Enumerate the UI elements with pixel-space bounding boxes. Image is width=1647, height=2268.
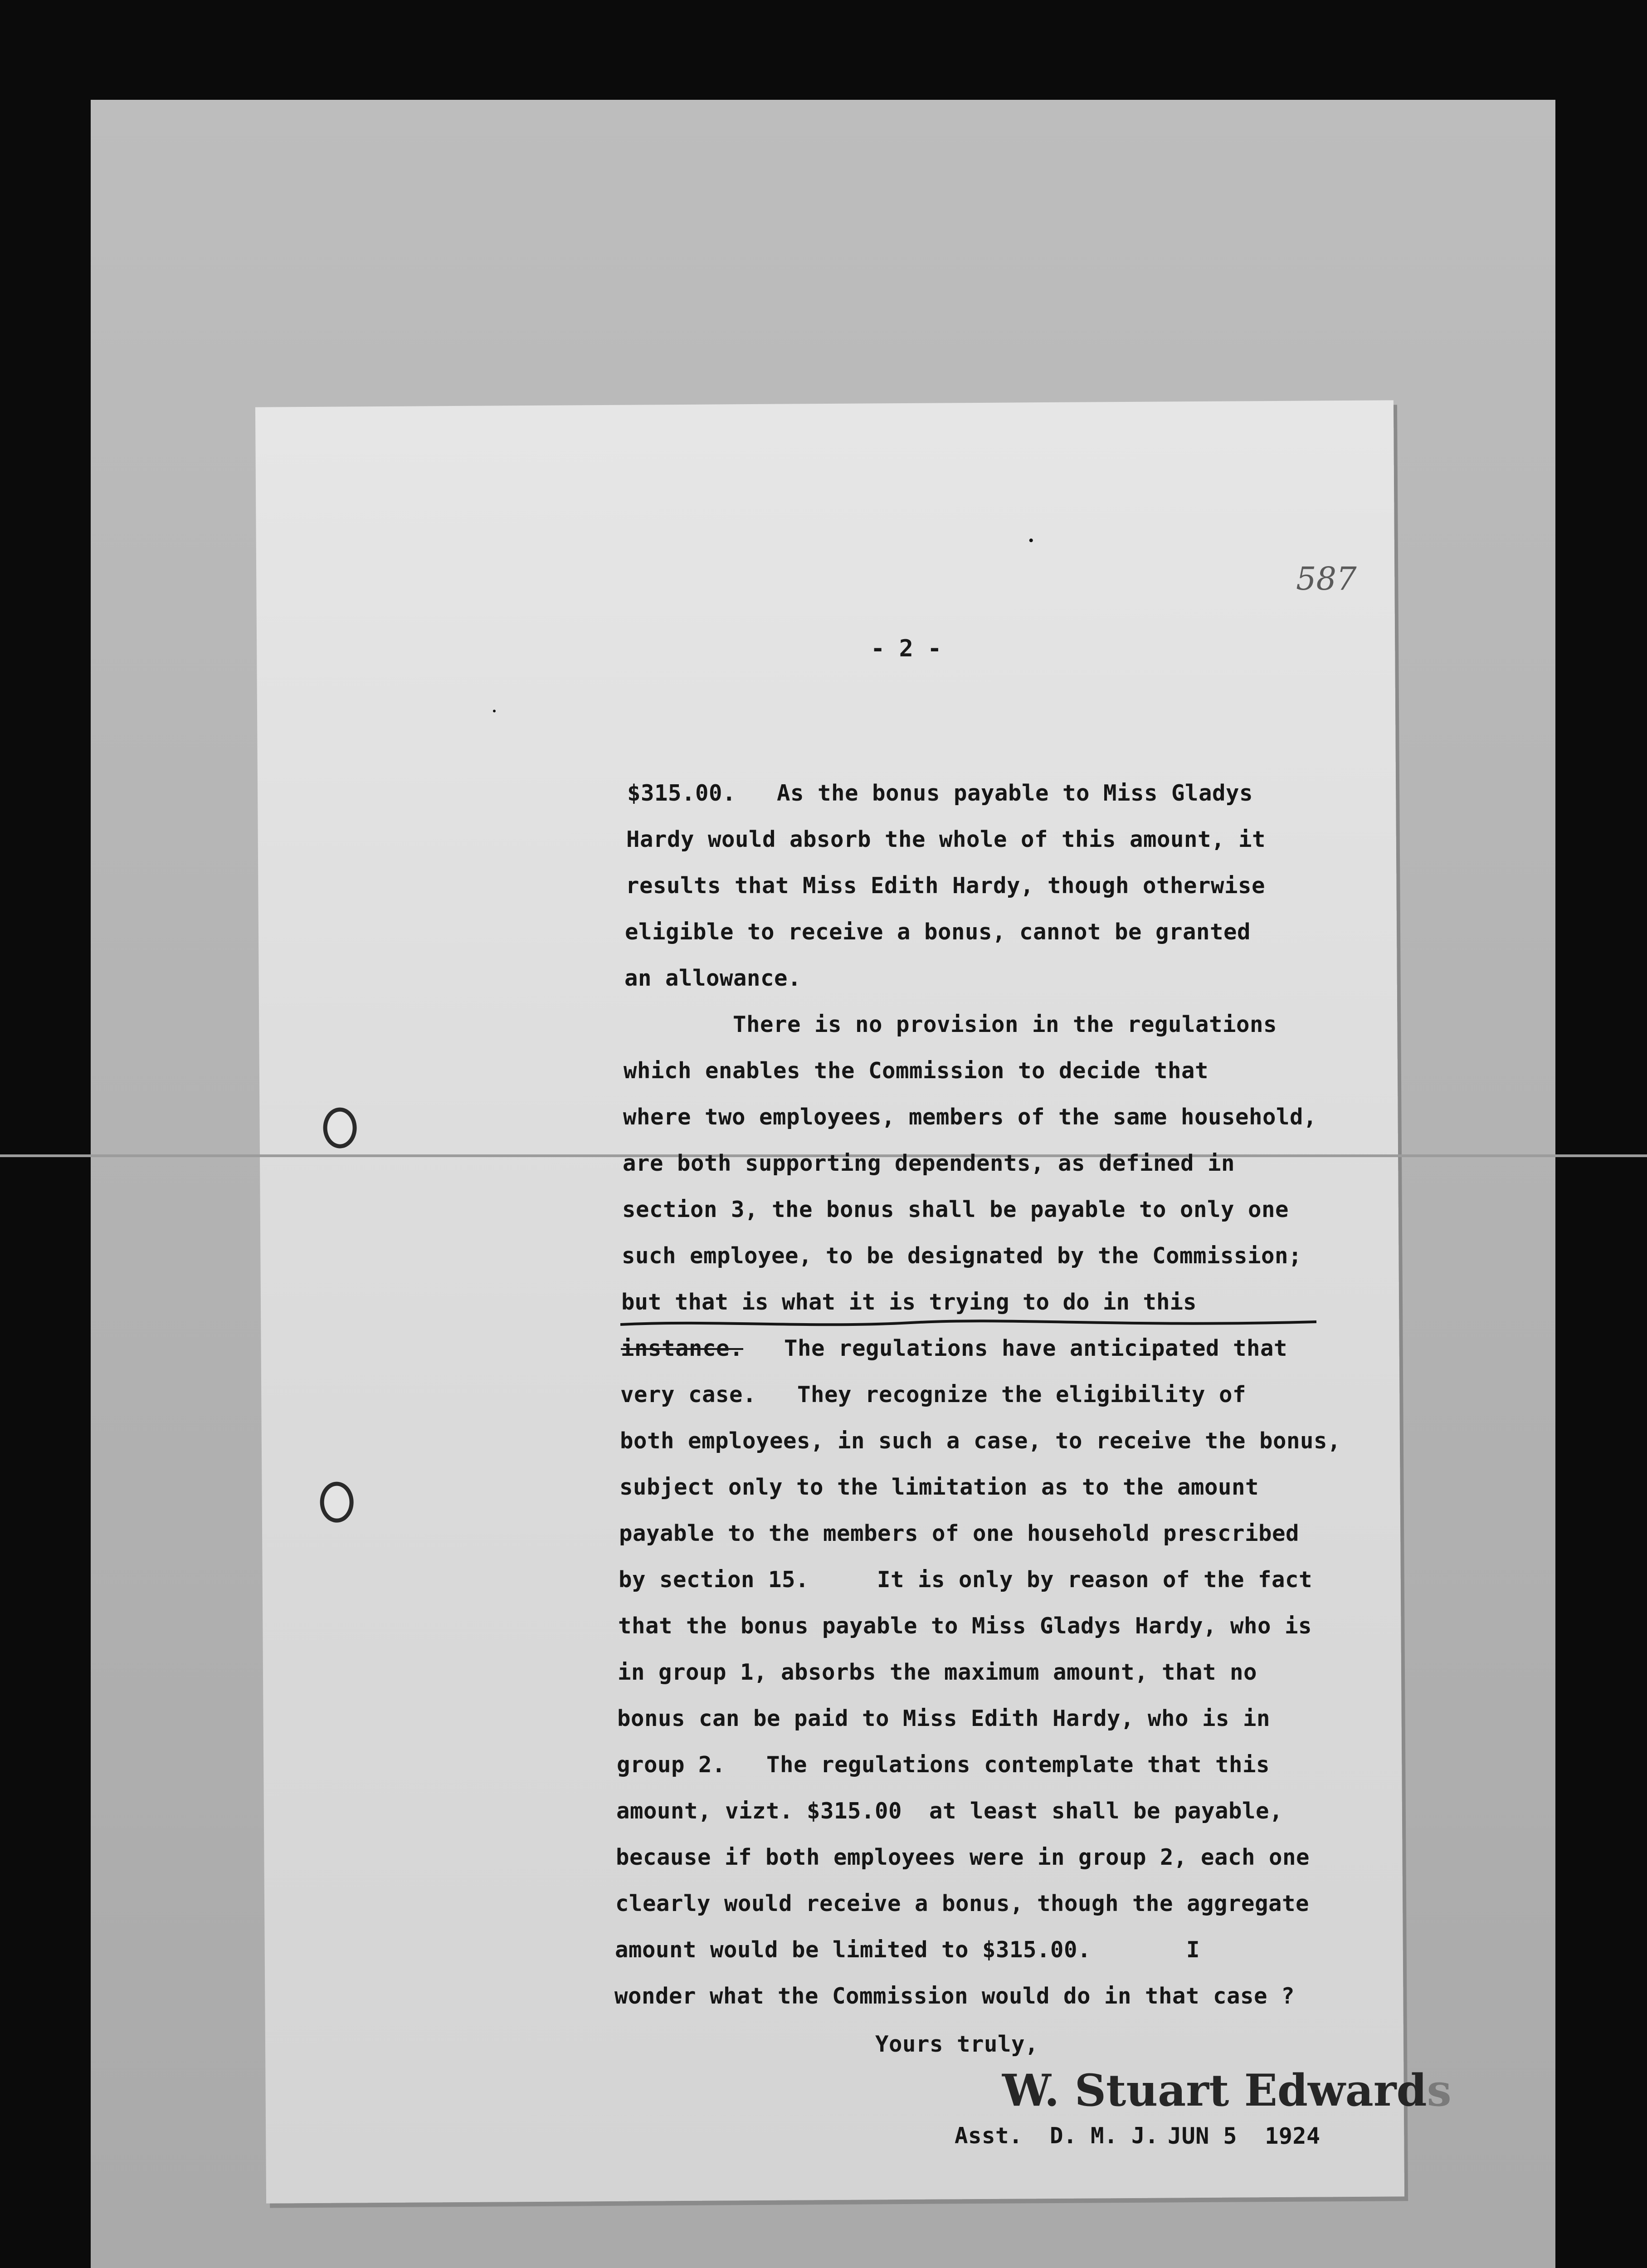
line-continuation: The regulations have anticipated that bbox=[743, 1335, 1288, 1361]
letter-line: $315.00. As the bonus payable to Miss Gladys bbox=[627, 780, 1253, 806]
ink-speck bbox=[493, 709, 496, 712]
letter-line: amount, vizt. $315.00 at least shall be payable, bbox=[616, 1798, 1283, 1824]
letter-line: because if both employees were in group 2, each one bbox=[616, 1844, 1310, 1870]
letter-line: Hardy would absorb the whole of this amount, it bbox=[626, 826, 1266, 852]
date-stamp: JUN 5 1924 bbox=[1168, 2123, 1321, 2149]
letter-line: that the bonus payable to Miss Gladys Hardy, who is bbox=[618, 1613, 1312, 1639]
ink-speck bbox=[1029, 538, 1033, 542]
strike-through-mark bbox=[620, 1315, 1316, 1333]
letter-line: wonder what the Commission would do in that case ? bbox=[614, 1983, 1295, 2009]
title-line: Asst. D. M. J. bbox=[955, 2123, 1159, 2149]
letter-line: such employee, to be designated by the Commission; bbox=[622, 1243, 1302, 1269]
letter-line: There is no provision in the regulations bbox=[624, 1012, 1277, 1037]
signature-main: W. Stuart Edward bbox=[1002, 2065, 1427, 2116]
struck-line: but that is what it is trying to do in this bbox=[621, 1289, 1197, 1315]
letter-line: payable to the members of one household prescribed bbox=[619, 1520, 1300, 1546]
letter-line: subject only to the limitation as to the amount bbox=[619, 1474, 1259, 1500]
letter-line: section 3, the bonus shall be payable to only one bbox=[622, 1197, 1289, 1222]
struck-word: instance. bbox=[621, 1335, 744, 1361]
signature-faded-end: s bbox=[1427, 2065, 1452, 2116]
folio-number: 587 bbox=[1296, 560, 1357, 597]
letter-line: an allowance. bbox=[624, 965, 802, 991]
letter-line: eligible to receive a bonus, cannot be granted bbox=[625, 919, 1251, 945]
punch-hole-top bbox=[323, 1107, 357, 1148]
letter-line: in group 1, absorbs the maximum amount, that no bbox=[618, 1659, 1257, 1685]
letter-line: are both supporting dependents, as defined in bbox=[623, 1150, 1235, 1176]
letter-line: results that Miss Edith Hardy, though otherwise bbox=[626, 873, 1266, 899]
letter-line: by section 15. It is only by reason of the fact bbox=[619, 1567, 1313, 1593]
letter-line: bonus can be paid to Miss Edith Hardy, who is in bbox=[617, 1706, 1271, 1731]
closing: Yours truly, bbox=[875, 2031, 1039, 2057]
letter-line: amount would be limited to $315.00. I bbox=[615, 1937, 1200, 1963]
punch-hole-bottom bbox=[320, 1481, 354, 1522]
letter-line: both employees, in such a case, to receive the bonus, bbox=[620, 1428, 1341, 1454]
letter-line: which enables the Commission to decide that bbox=[624, 1058, 1209, 1084]
letter-line: group 2. The regulations contemplate that this bbox=[617, 1752, 1270, 1778]
letter-line: clearly would receive a bonus, though the aggregate bbox=[615, 1891, 1310, 1916]
letter-line: very case. They recognize the eligibility of bbox=[620, 1382, 1247, 1408]
letter-line bbox=[621, 1335, 1287, 1361]
page-number: - 2 - bbox=[871, 635, 942, 662]
letter-line: where two employees, members of the same household, bbox=[623, 1104, 1317, 1130]
signature bbox=[1002, 2065, 1452, 2116]
